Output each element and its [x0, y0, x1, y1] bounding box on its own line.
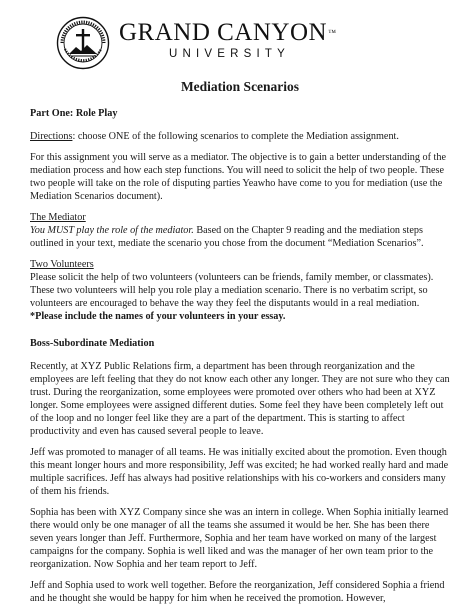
brand-name: GRAND CANYON™: [119, 19, 337, 46]
trademark-symbol: ™: [328, 28, 337, 37]
mediator-label: The Mediator: [30, 212, 86, 223]
mediator-paragraph: [30, 224, 450, 250]
directions-text: : choose ONE of the following scenarios to complete the Mediation assignment.: [72, 131, 399, 142]
scenario-paragraph-3: Sophia has been with XYZ Company since she was an intern in college. When Sophia initially learned there would only be one manager of all the teams she assumed it would be her. She has been there seven years longer than Jeff. Furthermore, Sophia and her team have worked on many of the largest campaigns for the company. Sophia is well liked and was the manager of her own team prior to the reorganization. Now Sophia and her team report to Jeff.: [30, 507, 449, 570]
mediator-text: Based on the Chapter 9 reading and the mediation steps outlined in your text, mediate the scenario you chose from the document “Mediation Scenarios”.: [30, 225, 424, 249]
intro-paragraph: For this assignment you will serve as a mediator. The objective is to gain a better understanding of the mediation process and how each step functions. You will need to solicit the help of two people. These two people will take on the role of disputing parties Yeawho have come to you for mediation (use the Mediation Scenarios document).: [30, 152, 446, 202]
university-header: [56, 16, 446, 76]
scenario-heading: Boss-Subordinate Mediation: [30, 338, 155, 349]
university-wordmark: [119, 20, 439, 62]
part-one-heading: Part One: Role Play: [30, 108, 118, 119]
scenario-paragraph-2: Jeff was promoted to manager of all teams. He was initially excited about the promotion. Even though this meant longer hours and more responsibility, Jeff was excited; he had worked really hard and made multiple sacrifices. Jeff has always had positive relationships with his co-workers and considers many of them his friends.: [30, 447, 449, 497]
brand-subtitle: UNIVERSITY: [169, 48, 291, 60]
volunteers-note: *Please include the names of your volunteers in your essay.: [30, 311, 286, 322]
document-body: [30, 79, 450, 613]
document-title: Mediation Scenarios: [180, 79, 300, 94]
university-seal-logo: [56, 16, 110, 70]
mediator-section: [30, 211, 450, 250]
mediator-emphasis: You MUST play the role of the mediator.: [30, 225, 194, 236]
directions-paragraph: [30, 130, 450, 143]
scenario-paragraph-4: Jeff and Sophia used to work well together. Before the reorganization, Jeff considered Sophia a friend and he thought she would be happy for him when he received the promotion. However,: [30, 580, 445, 604]
volunteers-paragraph: Please solicit the help of two volunteers (volunteers can be friends, family member, or classmates). These two volunteers will help you role play a mediation scenario. There is no verbatim script, so volunteers are encouraged to behave the way they feel the disputants would in a real mediation.: [30, 272, 434, 309]
directions-label: Directions: [30, 131, 73, 142]
scenario-paragraph-1: Recently, at XYZ Public Relations firm, a department has been through reorganization and the employees are left feeling that they do not know each other any longer. They are not sure who they can trust. During the reorganization, some employees were promoted over others who had been at XYZ longer. Some employees were assigned different duties. Some feel they have been completely left out of the loop and no longer feel like they are a part of the department. This is starting to affect productivity and even has caused several people to leave.: [30, 361, 450, 437]
volunteers-label: Two Volunteers: [30, 259, 94, 270]
volunteers-section: [30, 258, 450, 323]
